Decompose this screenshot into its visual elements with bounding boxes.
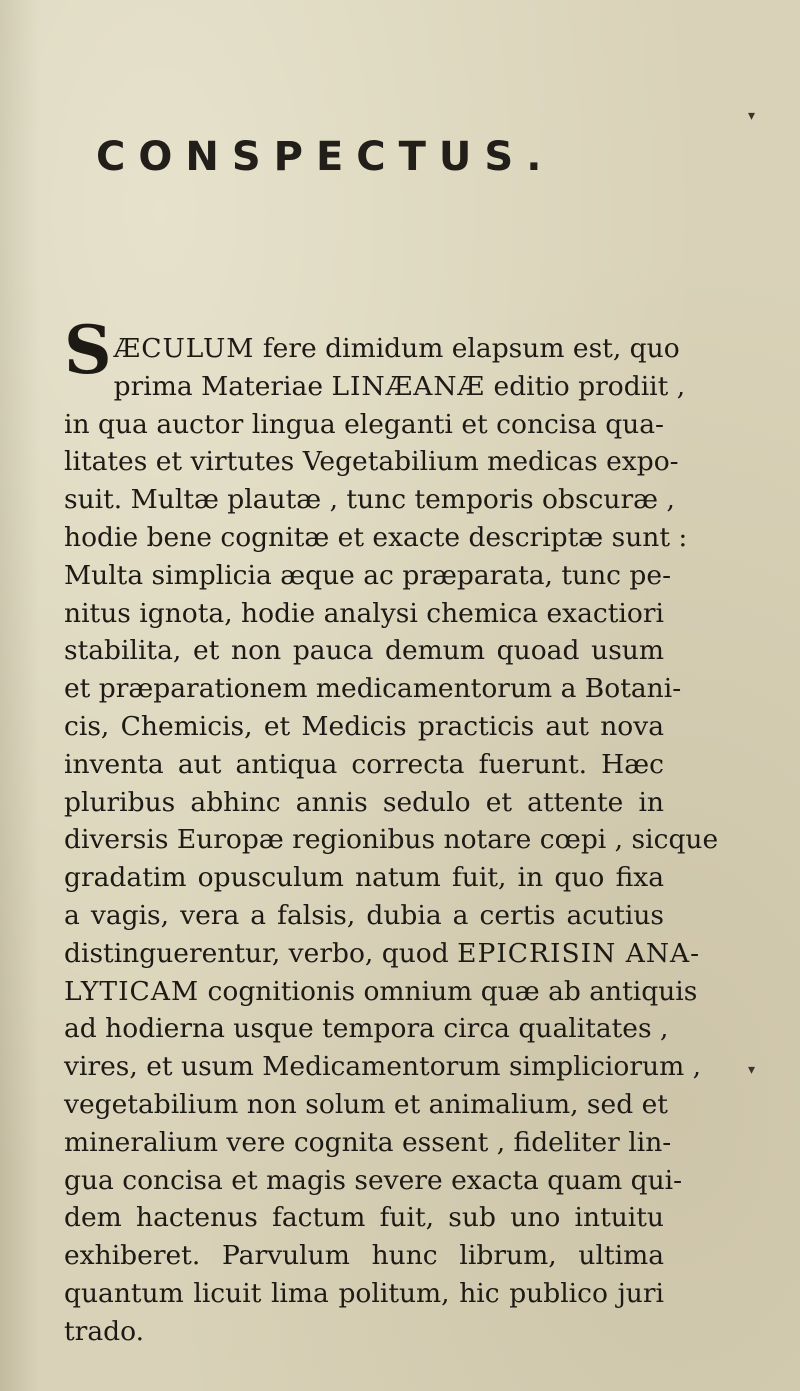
text-line	[64, 632, 664, 670]
text-segment: hodie bene cognitæ et exacte descriptæ sunt :	[64, 521, 688, 553]
text-line	[64, 1199, 664, 1237]
small-caps-text: ÆCULUM	[113, 333, 255, 364]
text-segment: a vagis, vera a falsis, dubia a certis acutius	[64, 899, 664, 931]
text-line	[64, 1162, 683, 1200]
text-segment: vires, et usum Medicamentorum simpliciorum ,	[64, 1051, 702, 1083]
text-segment: editio prodiit ,	[485, 370, 686, 402]
text-segment: trado.	[64, 1315, 144, 1347]
text-line	[64, 973, 698, 1011]
text-line	[64, 1086, 668, 1124]
text-line	[64, 1275, 664, 1313]
text-line	[64, 406, 664, 444]
text-segment: suit. Multæ plautæ , tunc temporis obscuræ ,	[64, 484, 675, 516]
text-segment: diversis Europæ regionibus notare cœpi , sicque	[64, 824, 719, 856]
text-line	[64, 821, 719, 859]
text-segment: distinguerentur, verbo, quod	[64, 937, 458, 969]
text-segment: gradatim opusculum natum fuit, in quo fixa	[64, 862, 664, 894]
text-segment: litates et virtutes Vegetabilium medicas expo-	[64, 446, 679, 478]
ink-speck-mark: ▾	[748, 1062, 756, 1078]
text-line	[64, 670, 682, 708]
text-segment: cis, Chemicis, et Medicis practicis aut nova	[64, 710, 664, 742]
text-line	[64, 935, 701, 973]
text-segment: exhiberet. Parvulum hunc librum, ultima	[64, 1240, 664, 1272]
text-line	[64, 1237, 664, 1275]
text-segment: dem hactenus factum fuit, sub uno intuitu	[64, 1202, 664, 1234]
text-segment: Multa simplicia æque ac præparata, tunc pe-	[64, 559, 672, 591]
text-segment: in qua auctor lingua eleganti et concisa qua-	[64, 408, 664, 440]
text-line	[64, 708, 664, 746]
text-line	[64, 784, 664, 822]
page-heading: CONSPECTUS.	[96, 134, 555, 180]
text-line	[64, 1010, 669, 1048]
text-segment: ad hodierna usque tempora circa qualitates ,	[64, 1013, 669, 1045]
text-line	[64, 368, 686, 406]
text-segment: quantum licuit lima politum, hic publico juri	[64, 1277, 664, 1309]
text-segment: inventa aut antiqua correcta fuerunt. Hæc	[64, 748, 664, 780]
text-segment: pluribus abhinc annis sedulo et attente in	[64, 786, 664, 818]
text-segment: vegetabilium non solum et animalium, sed et	[64, 1088, 668, 1120]
text-segment: et præparationem medicamentorum a Botani-	[64, 673, 682, 705]
small-caps-text: LYTICAM	[64, 975, 200, 1007]
text-line	[64, 746, 664, 784]
small-caps-text: EPICRISIN ANA-	[457, 937, 701, 969]
main-paragraph	[64, 311, 719, 1351]
small-caps-text: LINÆANÆ	[331, 370, 486, 402]
drop-cap: S	[64, 311, 112, 389]
ink-speck-mark: ▾	[748, 108, 756, 124]
text-line	[64, 481, 675, 519]
text-segment: nitus ignota, hodie analysi chemica exactiori	[64, 597, 664, 629]
text-line	[64, 1124, 672, 1162]
text-segment: gua concisa et magis severe exacta quam qui-	[64, 1164, 683, 1196]
text-segment: cognitionis omnium quæ ab antiquis	[199, 975, 698, 1007]
text-segment: fere dimidum elapsum est, quo	[254, 333, 680, 364]
text-line	[64, 897, 664, 935]
text-line	[64, 595, 664, 633]
text-segment: mineralium vere cognita essent , fideliter lin-	[64, 1126, 672, 1158]
text-line	[64, 519, 688, 557]
text-segment: stabilita, et non pauca demum quoad usum	[64, 635, 664, 667]
text-line	[64, 1048, 702, 1086]
text-line	[64, 443, 679, 481]
text-line	[64, 557, 672, 595]
text-line	[64, 859, 664, 897]
text-line	[64, 1313, 664, 1351]
text-segment: prima Materiae	[113, 370, 332, 402]
